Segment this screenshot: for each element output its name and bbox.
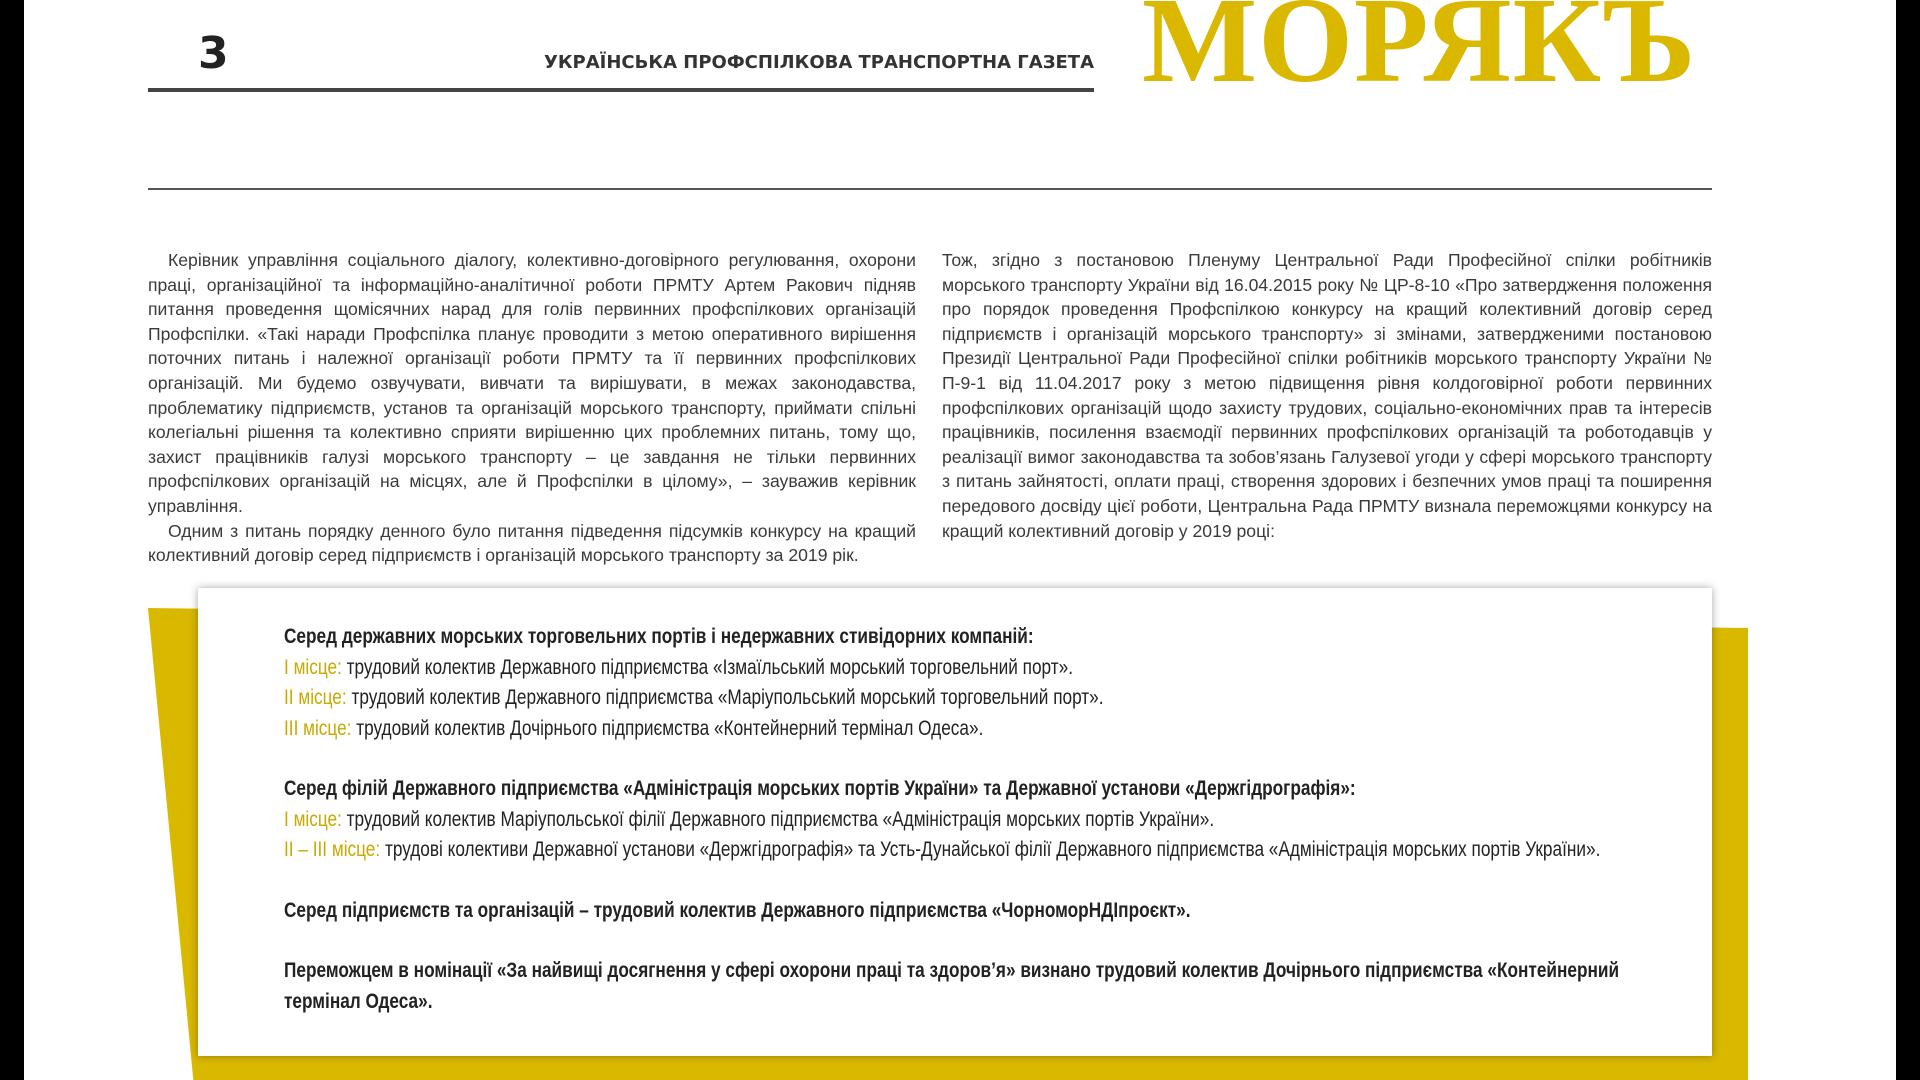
place-label: ІІ місце:	[284, 686, 347, 709]
article-right-column	[942, 248, 1712, 543]
results-group-ports	[284, 622, 1694, 744]
header-rule	[148, 88, 1094, 92]
article-left-column	[148, 248, 916, 568]
results-heading: Серед філій Державного підприємства «Адміністрація морських портів України» та Державної установи «Держгідрографія»:	[284, 777, 1356, 800]
result-text: трудовий колектив Дочірнього підприємства «Контейнерний термінал Одеса».	[351, 716, 984, 740]
results-heading: Серед державних морських торговельних портів і недержавних стивідорних компаній:	[284, 625, 1034, 648]
place-label: І місце:	[284, 655, 342, 679]
place-label: ІІ – ІІІ місце:	[284, 838, 381, 861]
results-nomination: Переможцем в номінації «За найвищі досягнення у сфері охорони праці та здоров’я» визнано трудовий колектив Дочірнього підприємства «Контейнерний термінал Одеса».	[284, 959, 1620, 1013]
result-text: трудовий колектив Маріупольської філії Державного підприємства «Адміністрація морських портів України».	[341, 807, 1215, 831]
result-line	[284, 653, 1694, 684]
masthead-logo: МОРЯКЪ	[1142, 0, 1697, 108]
place-label: ІІІ місце:	[284, 716, 352, 740]
results-content	[284, 622, 1694, 1047]
result-line	[284, 805, 1694, 836]
result-line	[284, 835, 1694, 866]
article-paragraph: Тож, згідно з постановою Пленуму Центральної Ради Професійної спілки робітників морського транспорту України від 16.04.2015 року № ЦР-8-10 «Про затвердження положення про порядок проведення Профспілкою конкурсу на кращий колективний договір серед підприємств і організацій морського транспорту» зі змінами, затвердженими постановою Президії Центральної Ради Професійної спілки робітників морського транспорту України № П-9-1 від 11.04.2017 року з метою підвищення рівня колдоговірної роботи первинних профспілкових організацій щодо захисту трудових, соціально-економічних прав та інтересів працівників, посилення взаємодії первинних профспілкових організацій та роботодавців у реалізації вимог законодавства та зобов’язань Галузевої угоди у сфері морського транспорту з питань зайнятості, оплати праці, створення здорових і безпечних умов праці та поширення передового досвіду цієї роботи, Центральна Рада ПРМТУ визнала переможцями конкурсу на кращий колективний договір у 2019 році:	[942, 250, 1712, 541]
article-paragraph: Одним з питань порядку денного було питання підведення підсумків конкурсу на кращий колективний договір серед підприємств і організацій морського транспорту за 2019 рік.	[148, 520, 916, 566]
result-line	[284, 683, 1694, 714]
results-group-enterprises: Серед підприємств та організацій – трудовий колектив Державного підприємства «ЧорноморНДІпроєкт».	[284, 898, 1191, 922]
article-paragraph: Керівник управління соціального діалогу, колективно-договірного регулювання, охорони праці, організаційної та інформаційно-аналітичної роботи ПРМТУ Артем Ракович підняв питання проведення щомісячних нарад для голів первинних профспілкових організацій Профспілки. «Такі наради Профспілка планує проводити з метою оперативного вирішення поточних питань і належної організації роботи ПРМТУ та її первинних профспілкових організацій. Ми будемо озвучувати, вивчати та вирішувати, в межах законодавства, проблематику підприємств, установ та організацій морського транспорту, приймати спільні колегіальні рішення та колективно сприяти вирішенню цих проблемних питань, тому що, захист працівників галузі морського транспорту – це завдання не тільки первинних профспілкових організацій на місцях, але й Профспілки в цілому», – зауважив керівник управління.	[148, 250, 916, 516]
result-text: трудовий колектив Державного підприємства «Ізмаїльський морський торговельний порт».	[341, 655, 1073, 679]
place-label: І місце:	[284, 807, 342, 831]
section-divider	[148, 188, 1712, 190]
page-number: 3	[198, 28, 229, 79]
results-box	[198, 588, 1712, 1056]
newspaper-page	[24, 0, 1896, 1080]
result-text: трудові колективи Державної установи «Держгідрографія» та Усть-Дунайської філії Державного підприємства «Адміністрація морських портів України».	[380, 838, 1601, 861]
newspaper-subtitle: УКРАЇНСЬКА ПРОФСПІЛКОВА ТРАНСПОРТНА ГАЗЕТА	[543, 52, 1094, 73]
result-line	[284, 714, 1694, 745]
result-text: трудовий колектив Державного підприємства «Маріупольський морський торговельний порт».	[346, 686, 1104, 709]
results-group-branches	[284, 774, 1694, 866]
